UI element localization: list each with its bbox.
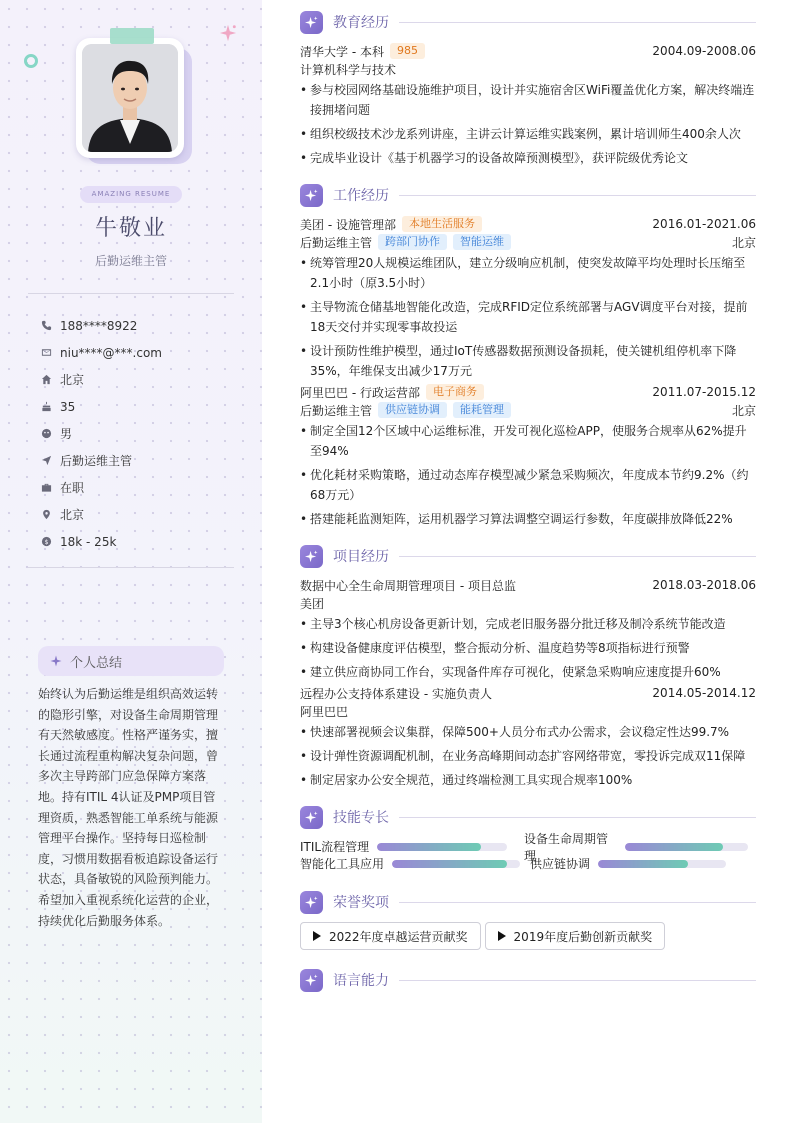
summary-header: 个人总结 bbox=[38, 646, 224, 676]
skill-bar-fill bbox=[598, 860, 688, 868]
list-item: • 设计预防性维护模型，通过IoT传感器数据预测设备损耗，使关键机组停机率下降35%，年维保支出减少17万元 bbox=[300, 341, 756, 381]
section-title: 技能专长 bbox=[333, 810, 389, 826]
skill-bar-fill bbox=[392, 860, 507, 868]
skills-list bbox=[300, 831, 756, 872]
skill-tag: 能耗管理 bbox=[453, 402, 511, 418]
skill-tag: 供应链协调 bbox=[378, 402, 447, 418]
project-item bbox=[300, 576, 756, 682]
section-work bbox=[300, 183, 756, 207]
awards-list bbox=[300, 922, 669, 950]
cake-icon bbox=[40, 401, 52, 413]
sparkle-icon bbox=[300, 545, 323, 568]
location-pin-icon bbox=[40, 509, 52, 521]
list-item: • 完成毕业设计《基于机器学习的设备故障预测模型》，获评院级优秀论文 bbox=[300, 148, 756, 168]
briefcase-icon bbox=[40, 482, 52, 494]
list-item: • 优化耗材采购策略，通过动态库存模型减少紧急采购频次，年度成本节约9.2%（约68万元） bbox=[300, 465, 756, 505]
company-name: 美团 - 设施管理部 bbox=[300, 217, 396, 232]
skill-bar bbox=[377, 843, 507, 851]
ring-decoration-icon bbox=[24, 54, 38, 68]
sparkle-icon bbox=[300, 891, 323, 914]
send-icon bbox=[40, 455, 52, 467]
skill-name: ITIL流程管理 bbox=[300, 840, 370, 854]
resume-badge: AMAZING RESUME bbox=[80, 186, 182, 203]
section-title: 语言能力 bbox=[333, 973, 389, 989]
info-email: niu****@***.com bbox=[40, 339, 240, 366]
skill-item bbox=[530, 855, 754, 872]
section-education bbox=[300, 10, 756, 34]
project-name: 远程办公支持体系建设 - 实施负责人 bbox=[300, 686, 492, 701]
divider bbox=[399, 195, 756, 196]
divider bbox=[28, 567, 234, 568]
play-icon bbox=[498, 931, 506, 941]
project-date: 2018.03-2018.06 bbox=[652, 578, 756, 592]
industry-tag: 电子商务 bbox=[426, 384, 484, 400]
sparkle-icon bbox=[300, 806, 323, 829]
section-title: 工作经历 bbox=[333, 188, 389, 204]
list-item: • 搭建能耗监测矩阵，运用机器学习算法调整空调运行参数，年度碳排放降低22% bbox=[300, 509, 756, 529]
list-item: • 建立供应商协同工作台，实现备件库存可视化，使紧急采购响应速度提升60% bbox=[300, 662, 756, 682]
skill-name: 智能化工具应用 bbox=[300, 857, 385, 871]
skill-bar-fill bbox=[377, 843, 481, 851]
section-title: 荣誉奖项 bbox=[333, 895, 389, 911]
work-item bbox=[300, 383, 756, 529]
mail-icon bbox=[40, 347, 52, 359]
divider bbox=[399, 902, 756, 903]
section-awards bbox=[300, 890, 756, 914]
skill-tag: 跨部门协作 bbox=[378, 234, 447, 250]
divider bbox=[399, 817, 756, 818]
company-name: 阿里巴巴 - 行政运营部 bbox=[300, 385, 420, 400]
skill-bar bbox=[598, 860, 726, 868]
sparkle-icon bbox=[50, 655, 62, 667]
section-title: 项目经历 bbox=[333, 549, 389, 565]
sparkle-icon bbox=[300, 184, 323, 207]
tape-decoration bbox=[110, 28, 154, 44]
work-item bbox=[300, 215, 756, 381]
play-icon bbox=[313, 931, 321, 941]
skill-name: 设备生命周期管理 bbox=[524, 831, 609, 863]
list-item: • 统筹管理20人规模运维团队，建立分级响应机制，使突发故障平均处理时长压缩至2.1小时（原3.5小时） bbox=[300, 253, 756, 293]
skill-tag: 智能运维 bbox=[453, 234, 511, 250]
divider bbox=[399, 556, 756, 557]
skill-bar-fill bbox=[625, 843, 724, 851]
list-item: • 设计弹性资源调配机制，在业务高峰期间动态扩容网络带宽，零投诉完成双11保障 bbox=[300, 746, 756, 766]
home-icon bbox=[40, 374, 52, 386]
project-date: 2014.05-2014.12 bbox=[652, 686, 756, 700]
section-title: 教育经历 bbox=[333, 15, 389, 31]
award-item: 2022年度卓越运营贡献奖 bbox=[300, 922, 481, 950]
summary-text: 始终认为后勤运维是组织高效运转的隐形引擎，对设备生命周期管理有天然敏感度。性格严谨务实，擅长通过流程重构解决复杂问题，曾多次主导跨部门应急保障方案落地。持有ITIL 4认证及PMP项目管理资质，熟悉智能工单系统与能源管理平台操作。坚持每日巡检制度，习惯用数据看板追踪设备运行状态，具备敏锐的风险预判能力。希望加入重视系统化运营的企业，持续优化后勤服务体系。 bbox=[38, 687, 219, 928]
info-phone: 188****8922 bbox=[40, 312, 240, 339]
award-item: 2019年度后勤创新贡献奖 bbox=[485, 922, 666, 950]
list-item: • 制定全国12个区域中心运维标准，开发可视化巡检APP，使服务合规率从62%提升至94% bbox=[300, 421, 756, 461]
info-target-city: 北京 bbox=[40, 501, 240, 528]
skill-item bbox=[300, 838, 524, 855]
list-item: • 构建设备健康度评估模型，整合振动分析、温度趋势等8项指标进行预警 bbox=[300, 638, 756, 658]
info-position: 后勤运维主管 bbox=[40, 447, 240, 474]
sidebar bbox=[0, 0, 262, 1123]
skill-item bbox=[300, 855, 524, 872]
list-item: • 快速部署视频会议集群，保障500+人员分布式办公需求，会议稳定性达99.7% bbox=[300, 722, 756, 742]
role: 后勤运维主管 bbox=[300, 403, 373, 418]
project-org: 阿里巴巴 bbox=[300, 704, 349, 719]
project-item bbox=[300, 684, 756, 790]
project-org: 美团 bbox=[300, 596, 325, 611]
svg-text:$: $ bbox=[43, 537, 49, 546]
salary-icon bbox=[40, 536, 52, 548]
sparkle-decoration-icon bbox=[219, 24, 237, 42]
school-name: 清华大学 - 本科 bbox=[300, 44, 384, 59]
info-salary: $ 18k - 25k bbox=[40, 528, 240, 555]
work-city: 北京 bbox=[731, 235, 756, 250]
industry-tag: 本地生活服务 bbox=[402, 216, 482, 232]
divider bbox=[399, 980, 756, 981]
list-item: • 主导物流仓储基地智能化改造，完成RFID定位系统部署与AGV调度平台对接，提前18天交付并实现零事故投运 bbox=[300, 297, 756, 337]
major: 计算机科学与技术 bbox=[300, 62, 397, 77]
divider bbox=[28, 293, 234, 294]
gender-icon bbox=[40, 428, 52, 440]
section-skills bbox=[300, 805, 756, 829]
skill-bar bbox=[392, 860, 520, 868]
skill-name: 供应链协调 bbox=[530, 857, 591, 871]
info-status: 在职 bbox=[40, 474, 240, 501]
info-gender: 男 bbox=[40, 420, 240, 447]
candidate-title: 后勤运维主管 bbox=[94, 254, 167, 268]
info-city: 北京 bbox=[40, 366, 240, 393]
education-date: 2004.09-2008.06 bbox=[652, 44, 756, 58]
list-item: • 主导3个核心机房设备更新计划，完成老旧服务器分批迁移及制冷系统节能改造 bbox=[300, 614, 756, 634]
phone-icon bbox=[40, 320, 52, 332]
sparkle-icon bbox=[300, 969, 323, 992]
project-name: 数据中心全生命周期管理项目 - 项目总监 bbox=[300, 578, 516, 593]
contact-info bbox=[40, 312, 240, 555]
work-city: 北京 bbox=[731, 403, 756, 418]
role: 后勤运维主管 bbox=[300, 235, 373, 250]
list-item: • 制定居家办公安全规范，通过终端检测工具实现合规率100% bbox=[300, 770, 756, 790]
divider bbox=[399, 22, 756, 23]
work-date: 2016.01-2021.06 bbox=[652, 217, 756, 231]
avatar bbox=[76, 38, 188, 162]
school-tag: 985 bbox=[390, 43, 425, 59]
list-item: • 组织校级技术沙龙系列讲座，主讲云计算运维实践案例，累计培训师生400余人次 bbox=[300, 124, 756, 144]
profile-photo bbox=[82, 44, 178, 152]
work-date: 2011.07-2015.12 bbox=[652, 385, 756, 399]
candidate-name: 牛敬业 bbox=[94, 216, 167, 241]
education-block bbox=[300, 42, 756, 168]
section-projects bbox=[300, 544, 756, 568]
section-language bbox=[300, 968, 756, 992]
sparkle-icon bbox=[300, 11, 323, 34]
list-item: • 参与校园网络基础设施维护项目，设计并实施宿舍区WiFi覆盖优化方案，解决终端连接拥堵问题 bbox=[300, 80, 756, 120]
skill-bar bbox=[625, 843, 748, 851]
info-age: 35 bbox=[40, 393, 240, 420]
